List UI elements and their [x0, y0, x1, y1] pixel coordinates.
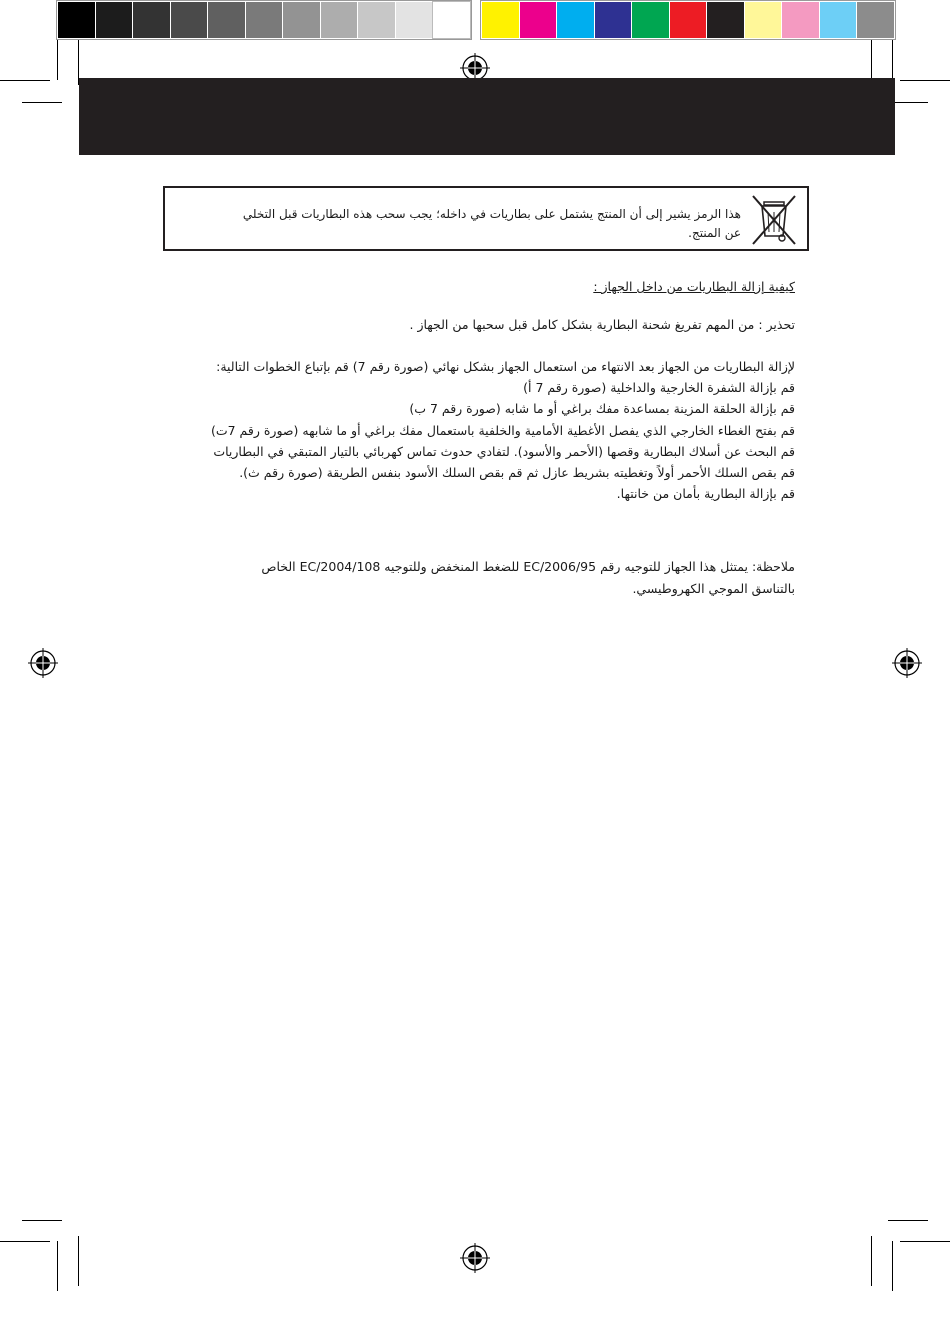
crop-mark-bottom-right-v2: [892, 1241, 893, 1291]
warning-text: تحذير : من المهم تفريغ شحنة البطارية بشكل كامل قبل سحبها من الجهاز .: [409, 317, 795, 332]
crop-mark-top-left-h2: [22, 102, 62, 103]
crop-mark-bottom-right-h: [888, 1220, 928, 1221]
strip-frame: [56, 0, 472, 40]
crop-mark-bottom-left-h2: [0, 1241, 50, 1242]
step-intro: لإزالة البطاريات من الجهاز بعد الانتهاء من استعمال الجهاز بشكل نهائي (صورة رقم 7) قم بإتباع الخطوات التالية:: [216, 359, 795, 374]
crop-mark-bottom-left-v2: [57, 1241, 58, 1291]
crop-mark-top-left-h: [0, 80, 50, 81]
crop-mark-bottom-left-h: [22, 1220, 62, 1221]
crossed-out-wheelie-bin-icon: [749, 192, 799, 248]
strip-frame: [480, 0, 896, 40]
compliance-note: [195, 556, 795, 600]
section-heading: كيفية إزالة البطاريات من داخل الجهاز :: [593, 279, 795, 294]
registration-target-icon: [892, 648, 922, 678]
note-line: بالتناسق الموجي الكهروطيسي.: [632, 581, 795, 596]
step-item: قم بإزالة الحلقة المزينة بمساعدة مفك براغي أو ما شابه (صورة رقم 7 ب): [409, 401, 795, 417]
note-line: ملاحظة: يمتثل هذا الجهاز للتوجيه رقم EC/2006/95 للضغط المنخفض وللتوجيه EC/2004/108 الخاص: [261, 559, 795, 574]
crop-mark-bottom-left-v: [78, 1236, 79, 1286]
registration-target-icon: [28, 648, 58, 678]
removal-steps: [175, 356, 795, 504]
crop-mark-top-left-v2: [57, 40, 58, 80]
recycling-notice-box: [163, 186, 809, 251]
crop-mark-bottom-right-h2: [900, 1241, 950, 1242]
step-item: قم بإزالة البطارية بأمان من خانتها.: [616, 486, 795, 502]
recycling-notice-text: هذا الرمز يشير إلى أن المنتج يشتمل على بطاريات في داخله؛ يجب سحب هذه البطاريات قبل التخلي عن المنتج.: [242, 207, 741, 240]
step-item: قم بإزالة الشفرة الخارجية والداخلية (صورة رقم 7 أ): [523, 380, 795, 396]
step-item: قم البحث عن أسلاك البطارية وقصها (الأحمر والأسود). لتفادي حدوث تماس كهربائي بالتيار المتبقي في البطاريات: [213, 443, 795, 459]
crop-mark-top-right-h: [900, 80, 950, 81]
crop-mark-bottom-right-v: [871, 1236, 872, 1286]
header-bar: [79, 78, 895, 155]
step-item: قم بفتح الغطاء الخارجي الذي يفصل الأغطية الأمامية والخلفية باستعمال مفك براغي أو ما شابهه (صورة رقم 7ت): [210, 422, 795, 438]
crop-mark-top-right-v2: [892, 40, 893, 80]
registration-target-icon: [460, 1243, 490, 1273]
step-item: قم بقص السلك الأحمر أولاً وتغطيته بشريط عازل ثم قم بقص السلك الأسود بنفس الطريقة (صورة رقم ث).: [239, 465, 795, 481]
